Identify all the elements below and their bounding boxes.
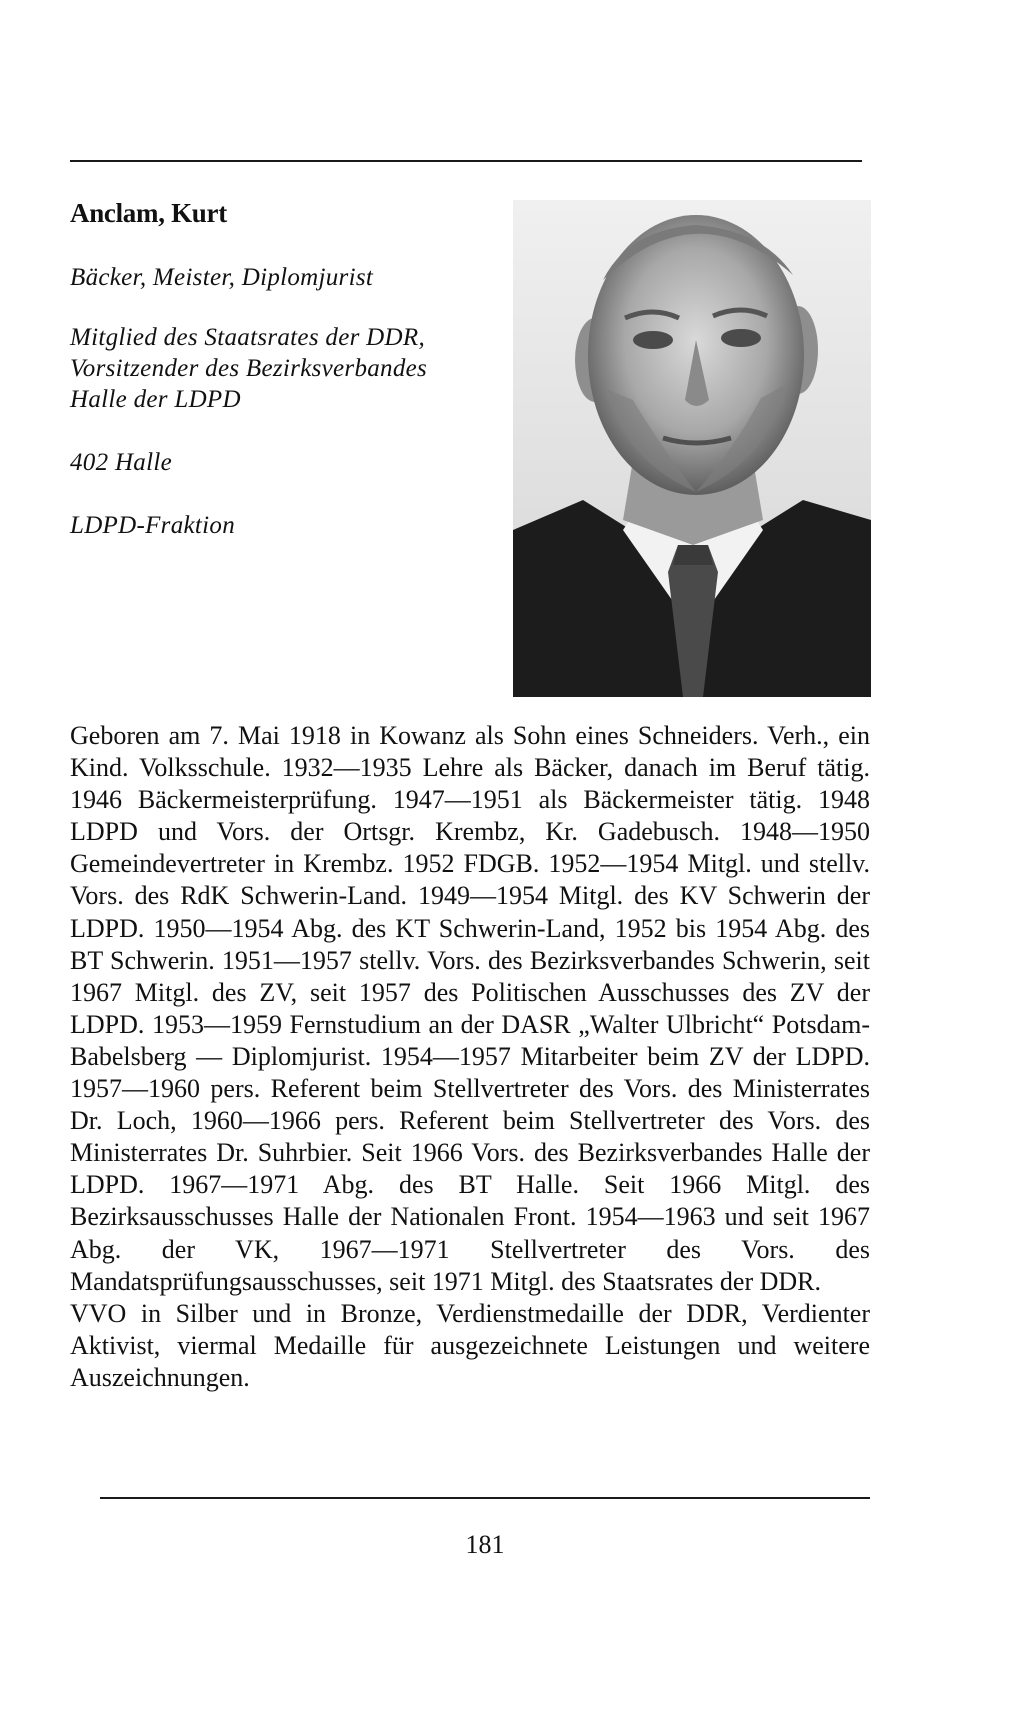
bottom-rule	[100, 1497, 870, 1499]
entry-profession: Bäcker, Meister, Diplomjurist	[70, 264, 374, 291]
biography-text: Geboren am 7. Mai 1918 in Kowanz als Sohn eines Schneiders. Verh., ein Kind. Volksschule. 1932—1935 Lehre als Bäcker, danach im Beruf tätig. 1946 Bäckermeisterprüfung. 1947—1951 als Bäckermeister tätig. 1948 LDPD und Vors. der Ortsgr. Krembz, Kr. Gadebusch. 1948—1950 Gemeindevertreter in Krembz. 1952 FDGB. 1952—1954 Mitgl. und stellv. Vors. des RdK Schwerin-Land. 1949—1954 Mitgl. des KV Schwerin der LDPD. 1950—1954 Abg. des KT Schwerin-Land, 1952 bis 1954 Abg. des BT Schwerin. 1951—1957 stellv. Vors. des Bezirksverbandes Schwerin, seit 1967 Mitgl. des ZV, seit 1957 des Politischen Ausschusses des ZV der LDPD. 1953—1959 Fernstudium an der DASR „Walter Ulbricht“ Potsdam-Babelsberg — Diplomjurist. 1954—1957 Mitarbeiter beim ZV der LDPD. 1957—1960 pers. Referent beim Stellvertreter des Vors. des Ministerrates Dr. Loch, 1960—1966 pers. Referent beim Stellvertreter des Vors. des Ministerrates Dr. Suhrbier. Seit 1966 Vors. des Bezirksverbandes Halle der LDPD. 1967—1971 Abg. des BT Halle. Seit 1966 Mitgl. des Bezirksausschusses Halle der Nationalen Front. 1954—1963 und seit 1967 Abg. der VK, 1967—1971 Stellvertreter des Vors. des Mandatsprüfungsausschusses, seit 1971 Mitgl. des Staatsrates der DDR.	[70, 721, 870, 1296]
awards-text: VVO in Silber und in Bronze, Verdienstmedaille der DDR, Verdienter Aktivist, viermal Medaille für ausgezeichnete Leistungen und weitere Auszeichnungen.	[70, 1298, 870, 1392]
entry-address: 402 Halle	[70, 449, 172, 476]
page-number: 181	[465, 1530, 505, 1559]
top-rule	[70, 160, 862, 162]
portrait-photo	[513, 200, 871, 697]
entry-name: Anclam, Kurt	[70, 198, 227, 228]
biography	[70, 720, 870, 1394]
entry-faction: LDPD-Fraktion	[70, 512, 235, 539]
entry-functions: Mitglied des Staatsrates der DDR, Vorsitzender des Bezirksverbandes Halle der LDPD	[70, 324, 428, 413]
